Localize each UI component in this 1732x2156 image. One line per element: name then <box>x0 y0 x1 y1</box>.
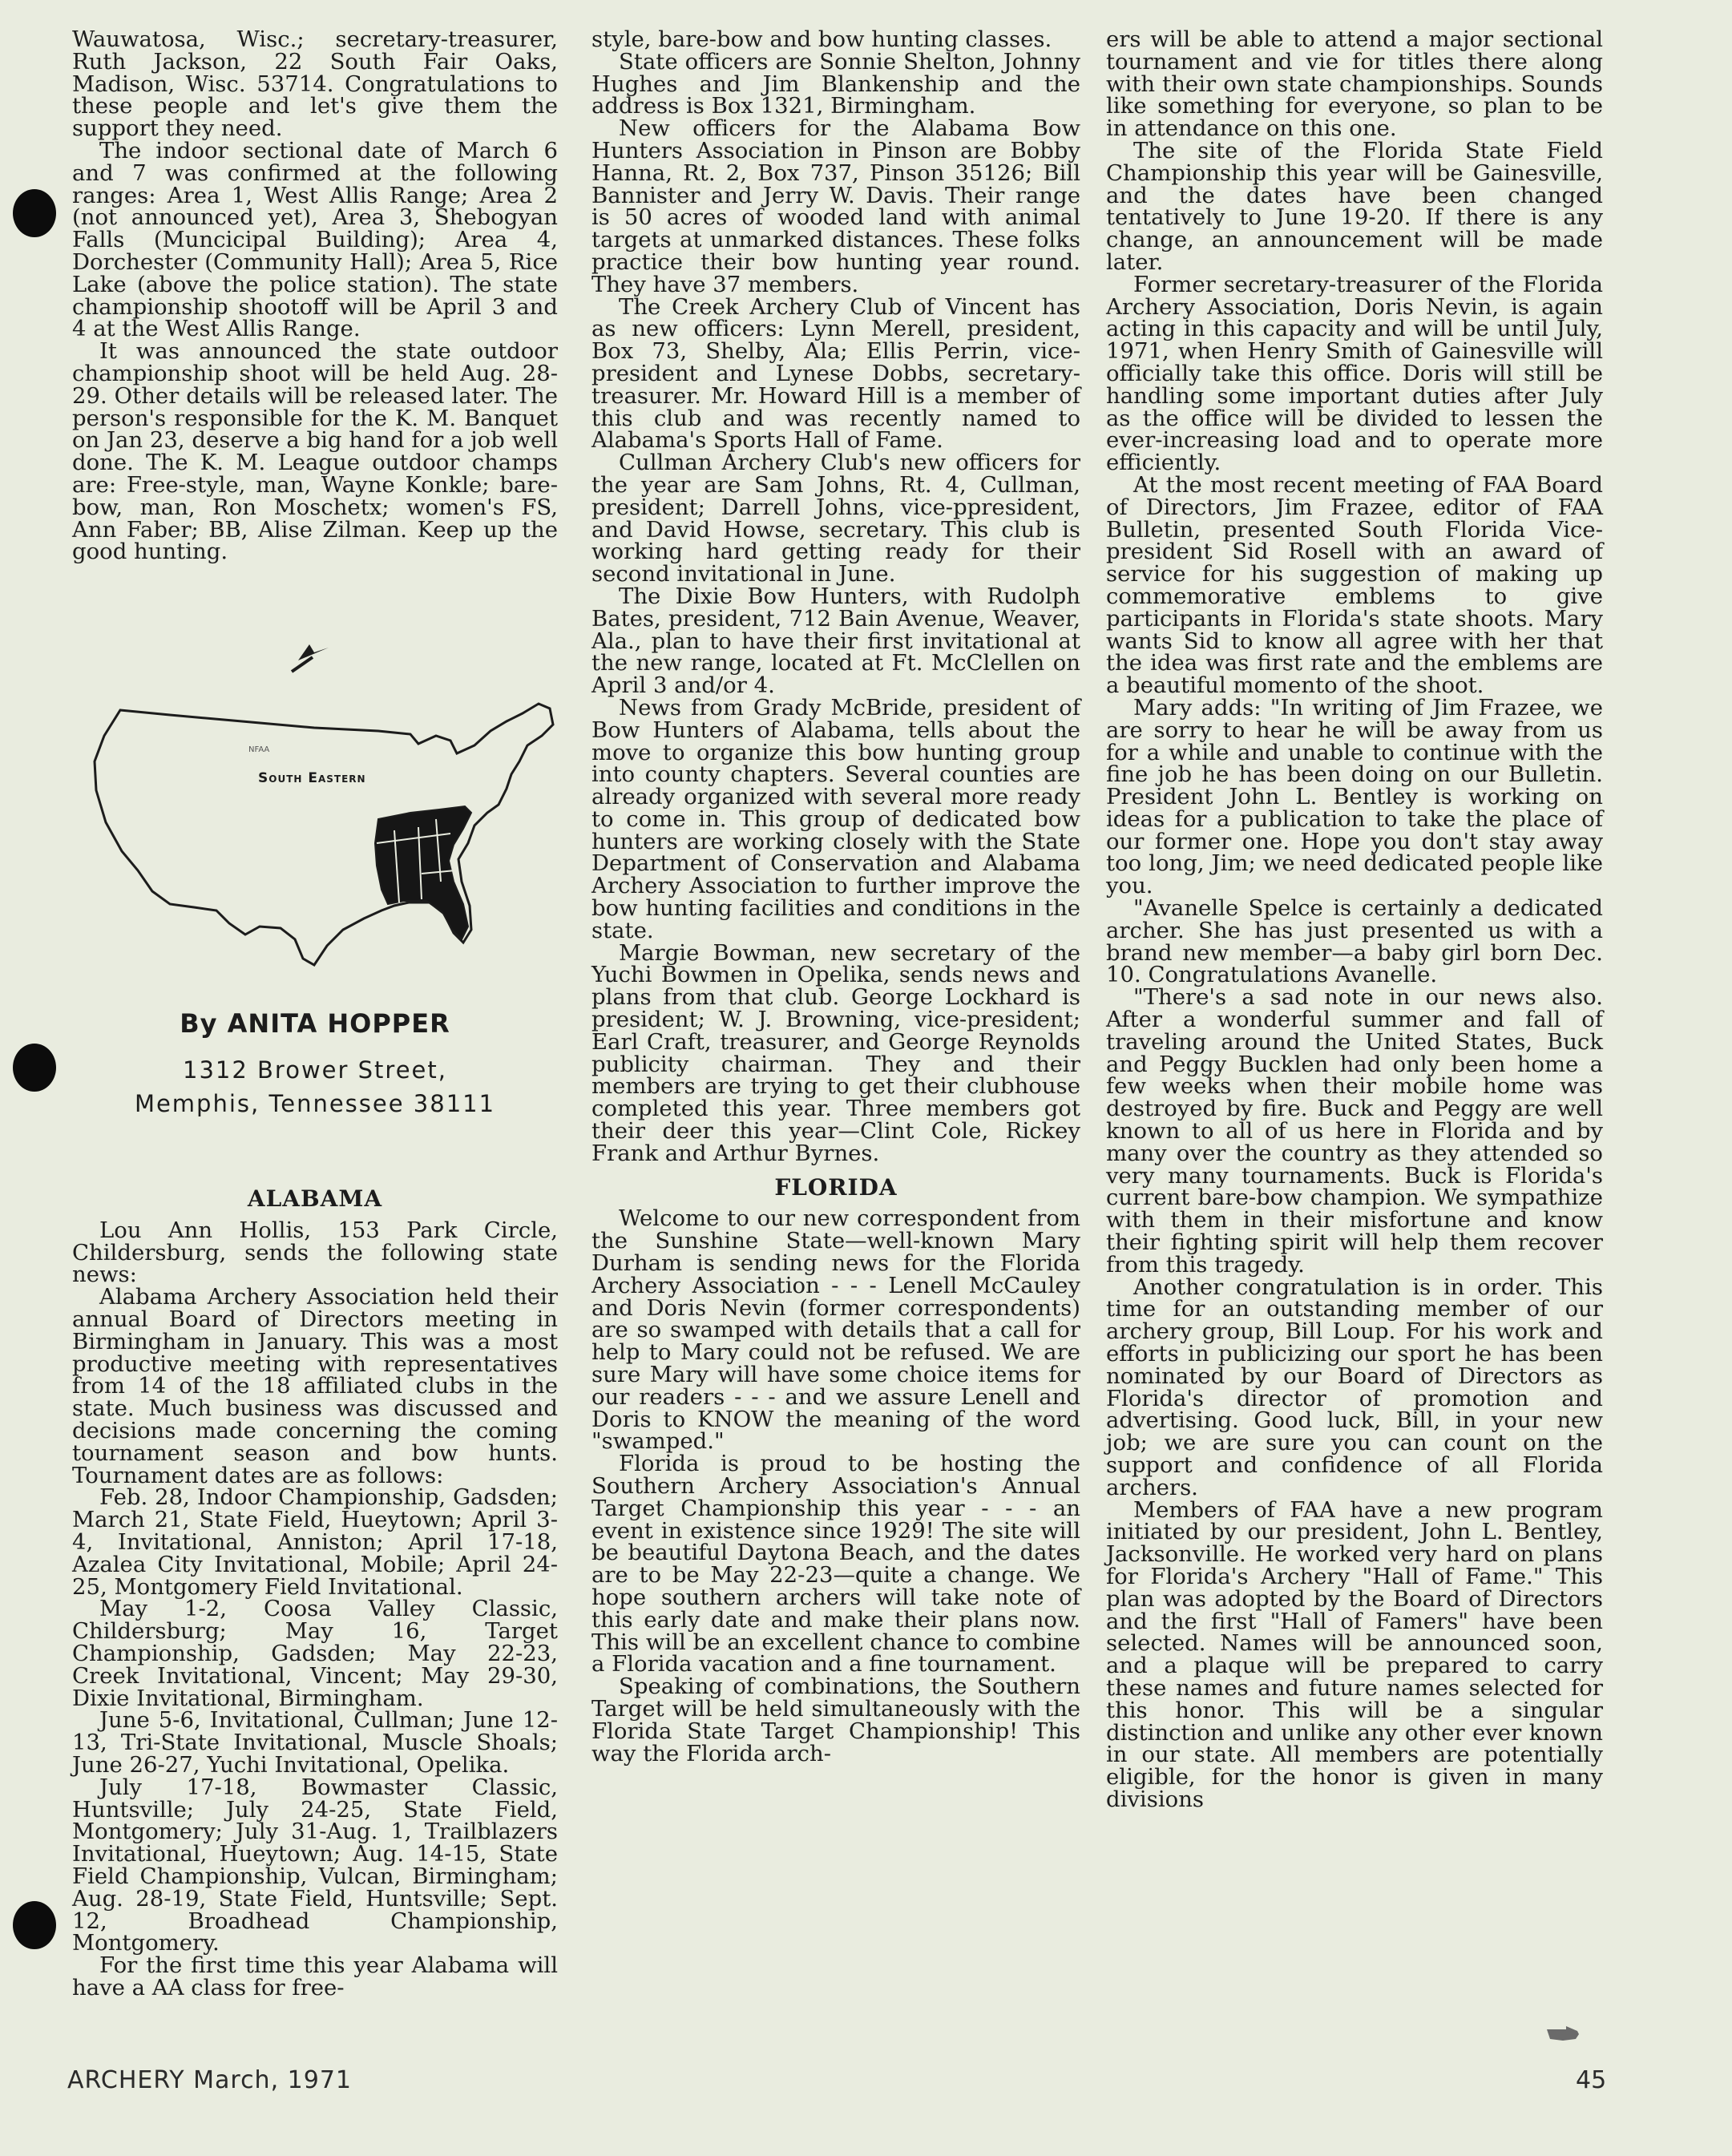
paragraph: Margie Bowman, new secretary of the Yuchi Bowmen in Opelika, sends news and plans from that club. George Lockhard is president; W. J. Browning, vice-president; Earl Craft, treasurer, and George Reynolds publicity chairman. They and their members are trying to get their clubhouse completed this year. Three members got their deer this year—Clint Cole, Rickey Frank and Arthur Byrnes. <box>591 939 1080 1166</box>
paragraph: Feb. 28, Indoor Championship, Gadsden; March 21, State Field, Hueytown; April 3-4, Invitational, Anniston; April 17-18, Azalea City Invitational, Mobile; April 24-25, Montgomery Field Invitational. <box>72 1484 558 1600</box>
paragraph: Lou Ann Hollis, 153 Park Circle, Childersburg, sends the following state news: <box>72 1217 558 1288</box>
column-3 <box>1106 26 1603 1812</box>
paragraph: It was announced the state outdoor championship shoot will be held Aug. 28-29. Other details will be released later. The person's responsible for the K. M. Banquet on Jan 23, deserve a big hand for a job well done. The K. M. League outdoor champs are: Free-style, man, Wayne Konkle; bare-bow, man, Ron Moschetx; women's FS, Ann Faber; BB, Alise Zilman. Keep up the good hunting. <box>72 338 558 565</box>
paragraph: May 1-2, Coosa Valley Classic, Childersburg; May 16, Target Championship, Gadsden; May 22-23, Creek Invitational, Vincent; May 29-30, Dixie Invitational, Birmingham. <box>72 1596 558 1711</box>
paragraph: Another congratulation is in order. This time for an outstanding member of our archery group, Bill Loup. For his work and efforts in publicizing our sport he has been nominated by our Board of Directors as Florida's director of promotion and advertising. Good luck, Bill, in your new job; we are sure you can count on the support and confidence of all Florida archers. <box>1106 1274 1603 1500</box>
paragraph: At the most recent meeting of FAA Board of Directors, Jim Frazee, editor of FAA Bulletin, presented South Florida Vice-president Sid Rosell with an award of service for his suggestion of making up commemorative emblems to give participants in Florida's state shoots. Mary wants Sid to know all agree with her that the idea was first rate and the emblems are a beautiful momento of the shoot. <box>1106 471 1603 699</box>
paragraph: June 5-6, Invitational, Cullman; June 12-13, Tri-State Invitational, Muscle Shoals; June 26-27, Yuchi Invitational, Opelika. <box>72 1707 558 1778</box>
paragraph: Welcome to our new correspondent from the Sunshine State—well-known Mary Durham is sending news for the Florida Archery Association - - - Lenell McCauley and Doris Nevin (former correspondents) are so swamped with details that a call for help to Mary could not be refused. We are sure Mary will have some choice items for our readers - - - and we assure Lenell and Doris to KNOW the meaning of the word "swamped." <box>591 1205 1080 1455</box>
paragraph: News from Grady McBride, president of Bow Hunters of Alabama, tells about the move to organize this bow hunting group into county chapters. Several counties are already organized with several more ready to come in. This group of dedicated bow hunters are working closely with the State Department of Conservation and Alabama Archery Association to further improve the bow hunting facilities and conditions in the state. <box>591 694 1080 943</box>
paragraph: The site of the Florida State Field Championship this year will be Gainesville, and the dates have been changed tentatively to June 19-20. If there is any change, an announcement will be made later. <box>1106 137 1603 275</box>
paragraph: Florida is proud to be hosting the Southern Archery Association's Annual Target Championship this year - - - an event in existence since 1929! The site will be beautiful Daytona Beach, and the dates are to be May 22-23—quite a change. We hope southern archers will take note of this early date and make their plans now. This will be an excellent chance to combine a Florida vacation and a fine tournament. <box>591 1451 1080 1678</box>
map-label-small: NFAA <box>248 745 270 754</box>
paragraph: style, bare-bow and bow hunting classes. <box>591 26 1052 52</box>
pointing-hand-icon <box>1545 2023 1581 2044</box>
arrow-icon <box>292 644 329 672</box>
paragraph: ers will be able to attend a major sectional tournament and vie for titles there along with their own state championships. Sounds like something for everyone, so plan to be in attendance on this one. <box>1106 26 1603 142</box>
paragraph: Speaking of combinations, the Southern Target will be held simultaneously with the Florida State Target Championship! This way the Florida arch- <box>591 1674 1080 1766</box>
column-1-bottom <box>72 1177 558 2000</box>
paragraph: For the first time this year Alabama will have a AA class for free- <box>72 1952 558 2001</box>
author-city: Memphis, Tennessee 38111 <box>134 1090 496 1117</box>
paragraph: The Dixie Bow Hunters, with Rudolph Bates, president, 712 Bain Avenue, Weaver, Ala., plan to have their first invitational at the new range, located at Ft. McClellen on April 3 and/or 4. <box>591 583 1080 699</box>
author-street: 1312 Brower Street, <box>183 1056 447 1084</box>
paragraph: Alabama Archery Association held their annual Board of Directors meeting in Birmingham in January. This was a most productive meeting with representatives from 14 of the 18 affiliated clubs in the state. Much business was discussed and decisions made concerning the coming tournament season and bow hunts. Tournament dates are as follows: <box>72 1284 558 1488</box>
paragraph: The Creek Archery Club of Vincent has as new officers: Lynn Merell, president, Box 73, Shelby, Ala; Ellis Perrin, vice-president and Lynese Dobbs, secretary-treasurer. Mr. Howard Hill is a member of this club and was recently named to Alabama's Sports Hall of Fame. <box>591 293 1080 454</box>
us-outline <box>95 704 553 965</box>
column-2 <box>591 26 1080 1766</box>
alabama-heading: ALABAMA <box>247 1185 383 1212</box>
paragraph: Wauwatosa, Wisc.; secretary-treasurer, Ruth Jackson, 22 South Fair Oaks, Madison, Wisc. 53714. Congratulations to these people and let's give them the support they need. <box>72 26 558 142</box>
binder-hole <box>13 1901 56 1949</box>
map-label: South Eastern <box>258 770 366 786</box>
alabama-text <box>72 1217 558 2001</box>
binder-hole <box>13 1044 56 1092</box>
author-name: By ANITA HOPPER <box>180 1008 450 1039</box>
paragraph: Former secretary-treasurer of the Florida Archery Association, Doris Nevin, is again acting in this capacity and will be until July, 1971, when Henry Smith of Gainesville will officially take this office. Doris will still be handling some important duties after July as the office will be divided to lessen the ever-increasing load and to operate more efficiently. <box>1106 271 1603 476</box>
footer-publication: ARCHERY March, 1971 <box>67 2066 352 2094</box>
paragraph: "There's a sad note in our news also. After a wonderful summer and fall of traveling around the United States, Buck and Peggy Bucklen had only been home a few weeks when their mobile home was destroyed by fire. Buck and Peggy are well known to all of us here in Florida and by many over the country as they attended so very many tournaments. Buck is Florida's current bare-bow champion. We sympathize with them in their misfortune and know their fighting spirit will help them recover from this tragedy. <box>1106 984 1603 1278</box>
page-number: 45 <box>1576 2066 1607 2094</box>
paragraph: State officers are Sonnie Shelton, Johnny Hughes and Jim Blankenship and the address is Box 1321, Birmingham. <box>591 48 1080 119</box>
column-1-top <box>72 26 558 565</box>
paragraph: "Avanelle Spelce is certainly a dedicated archer. She has just presented us with a brand new member—a baby girl born Dec. 10. Congratulations Avanelle. <box>1106 895 1603 988</box>
paragraph: The indoor sectional date of March 6 and 7 was confirmed at the following ranges: Area 1, West Allis Range; Area 2 (not announced yet), Area 3, Shebogyan Falls (Muncicipal Building); Area 4, Dorchester (Community Hall); Area 5, Rice Lake (above the police station). The state championship shootoff will be April 3 and 4 at the West Allis Range. <box>72 137 558 342</box>
paragraph: Members of FAA have a new program initiated by our president, John L. Bentley, Jacksonville. He worked very hard on plans for Florida's Archery "Hall of Fame." This plan was adopted by the Board of Directors and the first "Hall of Famers" have been selected. Names will be announced soon, and a plaque will be prepared to carry these names and future names selected for this honor. This will be a singular distinction and unlike any other ever known in our state. All members are potentially eligible, for the honor is given in many divisions <box>1106 1496 1603 1812</box>
southeastern-region-map <box>74 641 571 994</box>
paragraph: New officers for the Alabama Bow Hunters Association in Pinson are Bobby Hanna, Rt. 2, Box 737, Pinson 35126; Bill Bannister and Jerry W. Davis. Their range is 50 acres of wooded land with animal targets at unmarked distances. These folks practice their bow hunting year round. They have 37 members. <box>591 115 1080 297</box>
florida-heading: FLORIDA <box>774 1173 898 1201</box>
paragraph: Cullman Archery Club's new officers for the year are Sam Johns, Rt. 4, Cullman, president; Darrell Johns, vice-ppresident, and David Howse, secretary. This club is working hard getting ready for their second invitational in June. <box>591 450 1080 587</box>
binder-hole <box>13 189 56 237</box>
paragraph: Mary adds: "In writing of Jim Frazee, we are sorry to hear he will be away from us for a while and unable to continue with the fine job he has been doing on our Bulletin. President John L. Bentley is working on ideas for a publication to take the place of our former one. Hope you don't stay away too long, Jim; we need dedicated people like you. <box>1106 694 1603 899</box>
florida-text <box>591 1205 1080 1766</box>
paragraph: July 17-18, Bowmaster Classic, Huntsville; July 24-25, State Field, Montgomery; July 31-Aug. 1, Trailblazers Invitational, Hueytown; Aug. 14-15, State Field Championship, Vulcan, Birmingham; Aug. 28-19, State Field, Huntsville; Sept. 12, Broadhead Championship, Montgomery. <box>72 1774 558 1956</box>
alabama-text-continued <box>591 26 1080 1166</box>
